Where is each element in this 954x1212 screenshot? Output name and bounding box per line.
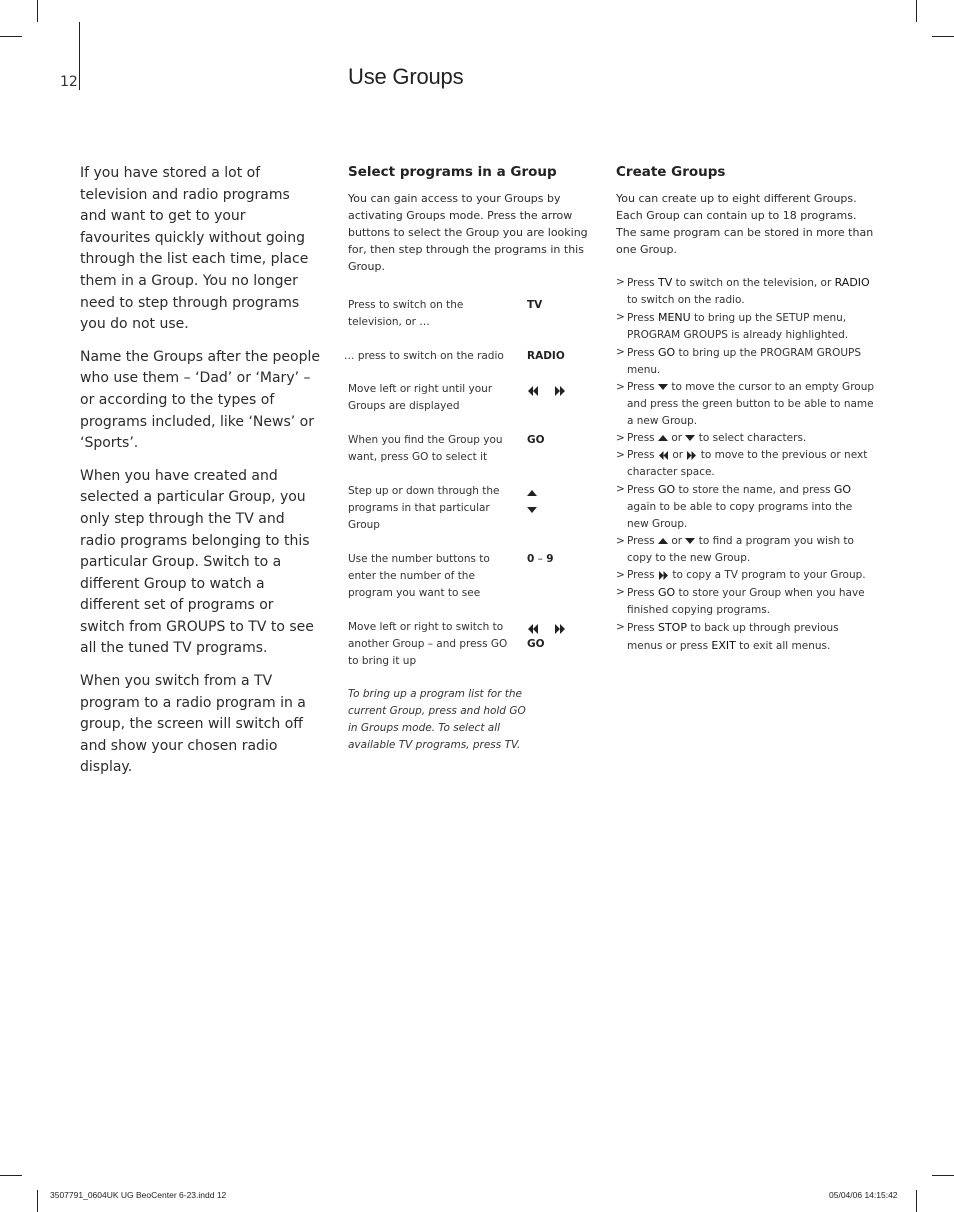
arrow-up-icon	[527, 490, 537, 496]
step-item: > Press GO to bring up the PROGRAM GROUPS menu.	[616, 346, 862, 376]
crop-mark	[932, 1175, 954, 1176]
arrow-down-icon	[685, 435, 695, 441]
fast-forward-icon	[554, 624, 566, 634]
crop-mark	[0, 1175, 22, 1176]
step-item: > Press GO to store the name, and press GO again to be able to copy programs into the new Group.	[616, 483, 853, 530]
instruction-text: Press to switch on the television, or …	[348, 299, 464, 328]
step-item: > Press STOP to back up through previous menus or press EXIT to exit all menus.	[616, 621, 839, 652]
section-heading: Create Groups	[616, 164, 726, 180]
key-zero: 0	[527, 553, 535, 565]
step-item: > Press TV to switch on the television, or RADIO to switch on the radio.	[616, 276, 870, 306]
key-label: GO	[527, 434, 545, 446]
intro-paragraph: Name the Groups after the people who use them – ‘Dad’ or ‘Mary’ – or according to the types of programs included, like ‘News’ or ‘Sports’.	[80, 348, 320, 452]
footer-file-info: 3507791_0604UK UG BeoCenter 6-23.indd 12	[50, 1190, 227, 1200]
select-section	[348, 164, 598, 275]
intro-paragraph: When you have created and selected a particular Group, you only step through the TV and radio programs belonging to this particular Group. Switch to a different Group to watch a different set of programs or switch from GROUPS to TV to see all the tuned TV programs.	[80, 467, 314, 657]
key-icons	[527, 621, 566, 653]
page-number: 12	[60, 74, 78, 90]
step-item: > Press or to find a program you wish to copy to the new Group.	[616, 535, 854, 564]
step-item: > Press GO to store your Group when you have finished copying programs.	[616, 586, 865, 616]
intro-text	[80, 163, 320, 790]
arrow-up-icon	[658, 538, 668, 544]
step-item: > Press or to select characters.	[616, 432, 807, 444]
step-item: > Press MENU to bring up the SETUP menu, PROGRAM GROUPS is already highlighted.	[616, 311, 849, 341]
key-label: GO	[527, 638, 545, 650]
step-item: > Press or to move to the previous or next character space.	[616, 449, 868, 478]
instruction-text: Use the number buttons to enter the number of the program you want to see	[348, 553, 490, 599]
section-lead: You can gain access to your Groups by activating Groups mode. Press the arrow buttons to select the Group you are looking for, then step through the programs in this Group.	[348, 192, 588, 273]
fast-forward-icon	[658, 571, 669, 580]
rewind-icon	[527, 624, 539, 634]
key-range-dash: –	[534, 553, 547, 565]
key-label: RADIO	[527, 350, 565, 362]
intro-paragraph: If you have stored a lot of television and radio programs and want to get to your favourites quickly without going through the list each time, place them in a Group. You no longer need to step through programs you do not use.	[80, 165, 309, 333]
crop-mark	[916, 1190, 917, 1212]
page-number-divider	[79, 22, 80, 90]
tip-note: To bring up a program list for the current Group, press and hold GO in Groups mode. To select all available TV programs, press TV.	[348, 688, 526, 751]
arrow-down-icon	[527, 507, 537, 513]
crop-mark	[932, 36, 954, 37]
step-item: > Press to move the cursor to an empty Group and press the green button to be able to name a new Group.	[616, 381, 875, 427]
instruction-text: Move left or right until your Groups are displayed	[348, 383, 493, 412]
instruction-text: … press to switch on the radio	[344, 350, 504, 362]
key-label: TV	[527, 299, 543, 311]
instruction-text: Move left or right to switch to another Group – and press GO to bring it up	[348, 621, 508, 667]
key-icons	[527, 383, 566, 400]
key-icons	[527, 488, 537, 515]
create-section	[616, 164, 876, 655]
fast-forward-icon	[554, 386, 566, 396]
instruction-text: When you find the Group you want, press GO to select it	[348, 434, 503, 463]
footer-timestamp: 05/04/06 14:15:42	[829, 1190, 898, 1200]
rewind-icon	[527, 386, 539, 396]
intro-paragraph: When you switch from a TV program to a radio program in a group, the screen will switch off and show your chosen radio display.	[80, 673, 306, 776]
instruction-text: Step up or down through the programs in that particular Group	[348, 485, 500, 531]
step-item: > Press to copy a TV program to your Group.	[616, 569, 866, 581]
section-lead: You can create up to eight different Groups. Each Group can contain up to 18 programs. The same program can be stored in more than one Group.	[616, 192, 874, 256]
key-label	[527, 551, 554, 568]
steps-list	[616, 274, 876, 655]
rewind-icon	[658, 451, 669, 460]
page-title: Use Groups	[348, 64, 464, 89]
crop-mark	[37, 0, 38, 22]
crop-mark	[37, 1190, 38, 1212]
fast-forward-icon	[686, 451, 697, 460]
key-nine: 9	[546, 553, 554, 565]
arrow-up-icon	[658, 435, 668, 441]
arrow-down-icon	[685, 538, 695, 544]
arrow-down-icon	[658, 384, 668, 390]
section-heading: Select programs in a Group	[348, 164, 557, 180]
crop-mark	[916, 0, 917, 22]
crop-mark	[0, 36, 22, 37]
